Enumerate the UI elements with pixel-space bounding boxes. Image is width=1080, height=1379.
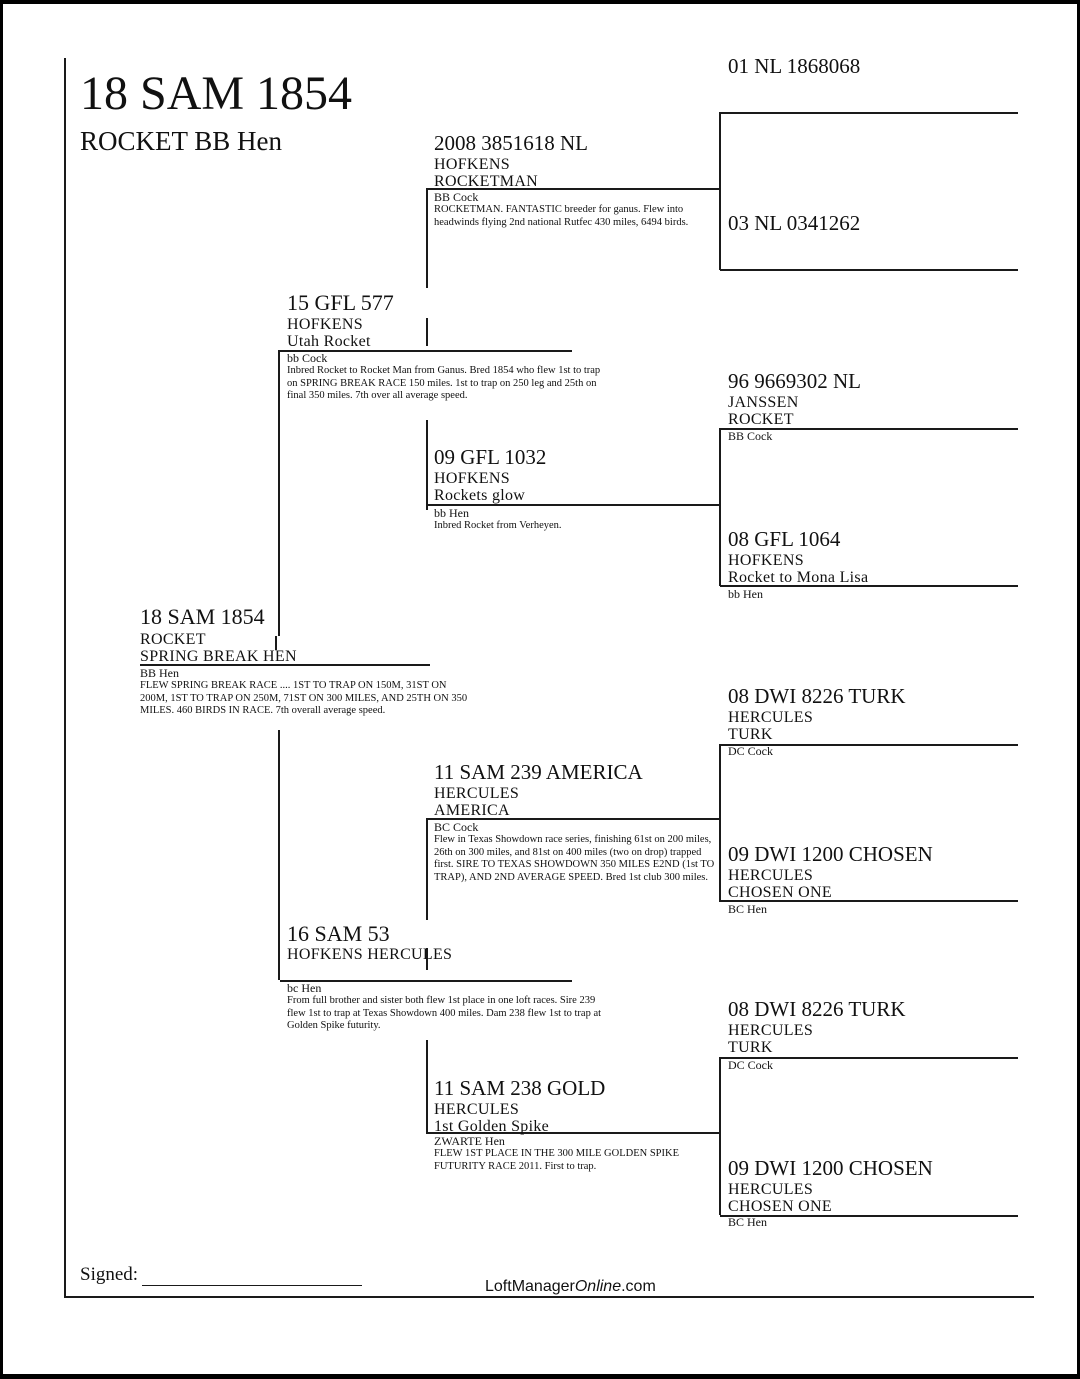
gp-ds-color: BC Cock bbox=[434, 820, 479, 834]
gp-sd-color: bb Hen bbox=[434, 506, 469, 520]
gp-ds-line2: AMERICA bbox=[434, 802, 510, 819]
ggp-4-color: bb Hen bbox=[728, 587, 763, 601]
dam-id: 16 SAM 53 bbox=[287, 921, 390, 946]
ggp-4-line1: HOFKENS bbox=[728, 552, 804, 569]
ggp-8-line2: CHOSEN ONE bbox=[728, 1198, 832, 1215]
gp-ds-note: Flew in Texas Showdown race series, finishing 61st on 200 miles, 26th on 300 miles, and 81st on 400 miles (two on drop) trapped first. SIRE TO TEXAS SHOWDOWN 350 MILES E2ND (1st TO TRAP), AND 2ND AVERAGE SPEED. Bred 1st club 300 miles. bbox=[434, 834, 715, 883]
page-subtitle: ROCKET BB Hen bbox=[80, 126, 283, 156]
dam-underline bbox=[280, 980, 572, 982]
ggp-3-line1: JANSSEN bbox=[728, 394, 799, 411]
gp-dd-link bbox=[719, 1057, 721, 1215]
gp-dd-line1: HERCULES bbox=[434, 1101, 520, 1118]
sire-line2: Utah Rocket bbox=[287, 333, 371, 350]
dam-note: From full brother and sister both flew 1st place in one loft races. Sire 239 flew 1st to trap at Texas Showdown 400 miles. Dam 238 flew 1st to trap at Golden Spike futurity. bbox=[287, 995, 602, 1032]
ggp-7-line2: TURK bbox=[728, 1039, 773, 1056]
gp-ss-note: ROCKETMAN. FANTASTIC breeder for ganus. Flew into headwinds flying 2nd national Rutfec 430 miles, 6494 birds. bbox=[434, 204, 689, 228]
gp-dd-id: 11 SAM 238 GOLD bbox=[434, 1076, 606, 1100]
ggp-5-line2: TURK bbox=[728, 726, 773, 743]
ggp-3-id: 96 9669302 NL bbox=[728, 369, 861, 393]
dam-line1: HOFKENS HERCULES bbox=[287, 946, 453, 963]
sire-id: 15 GFL 577 bbox=[287, 290, 394, 315]
ggp-7-line1: HERCULES bbox=[728, 1022, 814, 1039]
sire-color: bb Cock bbox=[287, 351, 328, 365]
ggp-5-color: DC Cock bbox=[728, 744, 773, 758]
ggp-6-line1: HERCULES bbox=[728, 867, 814, 884]
gp-ss-id: 2008 3851618 NL bbox=[434, 131, 588, 155]
ggp-7-color: DC Cock bbox=[728, 1058, 773, 1072]
ggp-8-id: 09 DWI 1200 CHOSEN bbox=[728, 1156, 933, 1180]
gp-sd-underline bbox=[426, 504, 720, 506]
footer-site bbox=[485, 1278, 656, 1295]
frame-bottom-border bbox=[0, 1374, 1080, 1379]
ggp-2-underline bbox=[720, 269, 1018, 271]
subject-link-up bbox=[278, 350, 280, 636]
gp-dd-color: ZWARTE Hen bbox=[434, 1134, 505, 1148]
page-title: 18 SAM 1854 bbox=[80, 67, 353, 120]
frame-top-border bbox=[0, 0, 1080, 4]
ggp-7-id: 08 DWI 8226 TURK bbox=[728, 997, 906, 1021]
subject-line2: SPRING BREAK HEN bbox=[140, 648, 297, 665]
ggp-6-line2: CHOSEN ONE bbox=[728, 884, 832, 901]
sire-link-up bbox=[426, 188, 428, 288]
gp-ss-line1: HOFKENS bbox=[434, 156, 510, 173]
ggp-6-color: BC Hen bbox=[728, 902, 767, 916]
sire-note: Inbred Rocket to Rocket Man from Ganus. Bred 1854 who flew 1st to trap on SPRING BREAK RACE 150 miles. 1st to trap on 250 leg and 25th on final 350 miles. 7th over all average speed. bbox=[287, 365, 601, 402]
ggp-4-line2: Rocket to Mona Lisa bbox=[728, 569, 869, 586]
dam-link-up bbox=[426, 820, 428, 920]
gp-ds-line1: HERCULES bbox=[434, 785, 520, 802]
dam-link-down bbox=[426, 1040, 428, 1132]
sire-tick bbox=[426, 318, 428, 346]
frame-left-border bbox=[0, 0, 3, 1379]
footer-site-prefix: LoftManager bbox=[485, 1278, 575, 1295]
gp-ds-id: 11 SAM 239 AMERICA bbox=[434, 760, 643, 784]
gp-sd-line1: HOFKENS bbox=[434, 470, 510, 487]
gp-dd-note: FLEW 1ST PLACE IN THE 300 MILE GOLDEN SPIKE FUTURITY RACE 2011. First to trap. bbox=[434, 1148, 679, 1172]
ggp-1-id: 01 NL 1868068 bbox=[728, 54, 861, 78]
subject-line1: ROCKET bbox=[140, 631, 206, 648]
ggp-3-line2: ROCKET bbox=[728, 411, 794, 428]
gp-dd-line2: 1st Golden Spike bbox=[434, 1118, 550, 1135]
gp-ss-line2: ROCKETMAN bbox=[434, 173, 539, 190]
subject-id: 18 SAM 1854 bbox=[140, 604, 265, 629]
ggp-6-id: 09 DWI 1200 CHOSEN bbox=[728, 842, 933, 866]
page-bottom-border bbox=[64, 1296, 1034, 1298]
page-left-border bbox=[64, 58, 66, 1298]
ggp-2-id: 03 NL 0341262 bbox=[728, 211, 861, 235]
gp-sd-line2: Rockets glow bbox=[434, 487, 526, 504]
footer-site-italic: Online bbox=[574, 1278, 622, 1295]
ggp-8-color: BC Hen bbox=[728, 1215, 767, 1229]
ggp-5-id: 08 DWI 8226 TURK bbox=[728, 684, 906, 708]
subject-link-down bbox=[278, 730, 280, 980]
footer-site-suffix: .com bbox=[621, 1278, 656, 1295]
subject-color: BB Hen bbox=[140, 666, 179, 680]
signed-label: Signed: bbox=[80, 1264, 139, 1285]
ggp-4-id: 08 GFL 1064 bbox=[728, 527, 841, 551]
sire-line1: HOFKENS bbox=[287, 316, 363, 333]
ggp-1-underline bbox=[720, 112, 1018, 114]
ggp-5-line1: HERCULES bbox=[728, 709, 814, 726]
gp-sd-id: 09 GFL 1032 bbox=[434, 445, 547, 469]
gp-ss-link bbox=[719, 112, 721, 270]
gp-ds-link bbox=[719, 744, 721, 902]
ggp-8-line1: HERCULES bbox=[728, 1181, 814, 1198]
dam-color: bc Hen bbox=[287, 981, 322, 995]
gp-sd-note: Inbred Rocket from Verheyen. bbox=[434, 520, 562, 531]
sire-link-down bbox=[426, 420, 428, 510]
ggp-3-color: BB Cock bbox=[728, 429, 773, 443]
signature-line bbox=[142, 1285, 362, 1286]
subject-note: FLEW SPRING BREAK RACE .... 1ST TO TRAP ON 150M, 31ST ON 200M, 1ST TO TRAP ON 250M, 71ST ON 300 MILES, AND 25TH ON 350 MILES. 460 BIRDS IN RACE. 7th overall average speed. bbox=[140, 680, 468, 717]
gp-sd-link bbox=[719, 428, 721, 586]
gp-ss-color: BB Cock bbox=[434, 190, 479, 204]
